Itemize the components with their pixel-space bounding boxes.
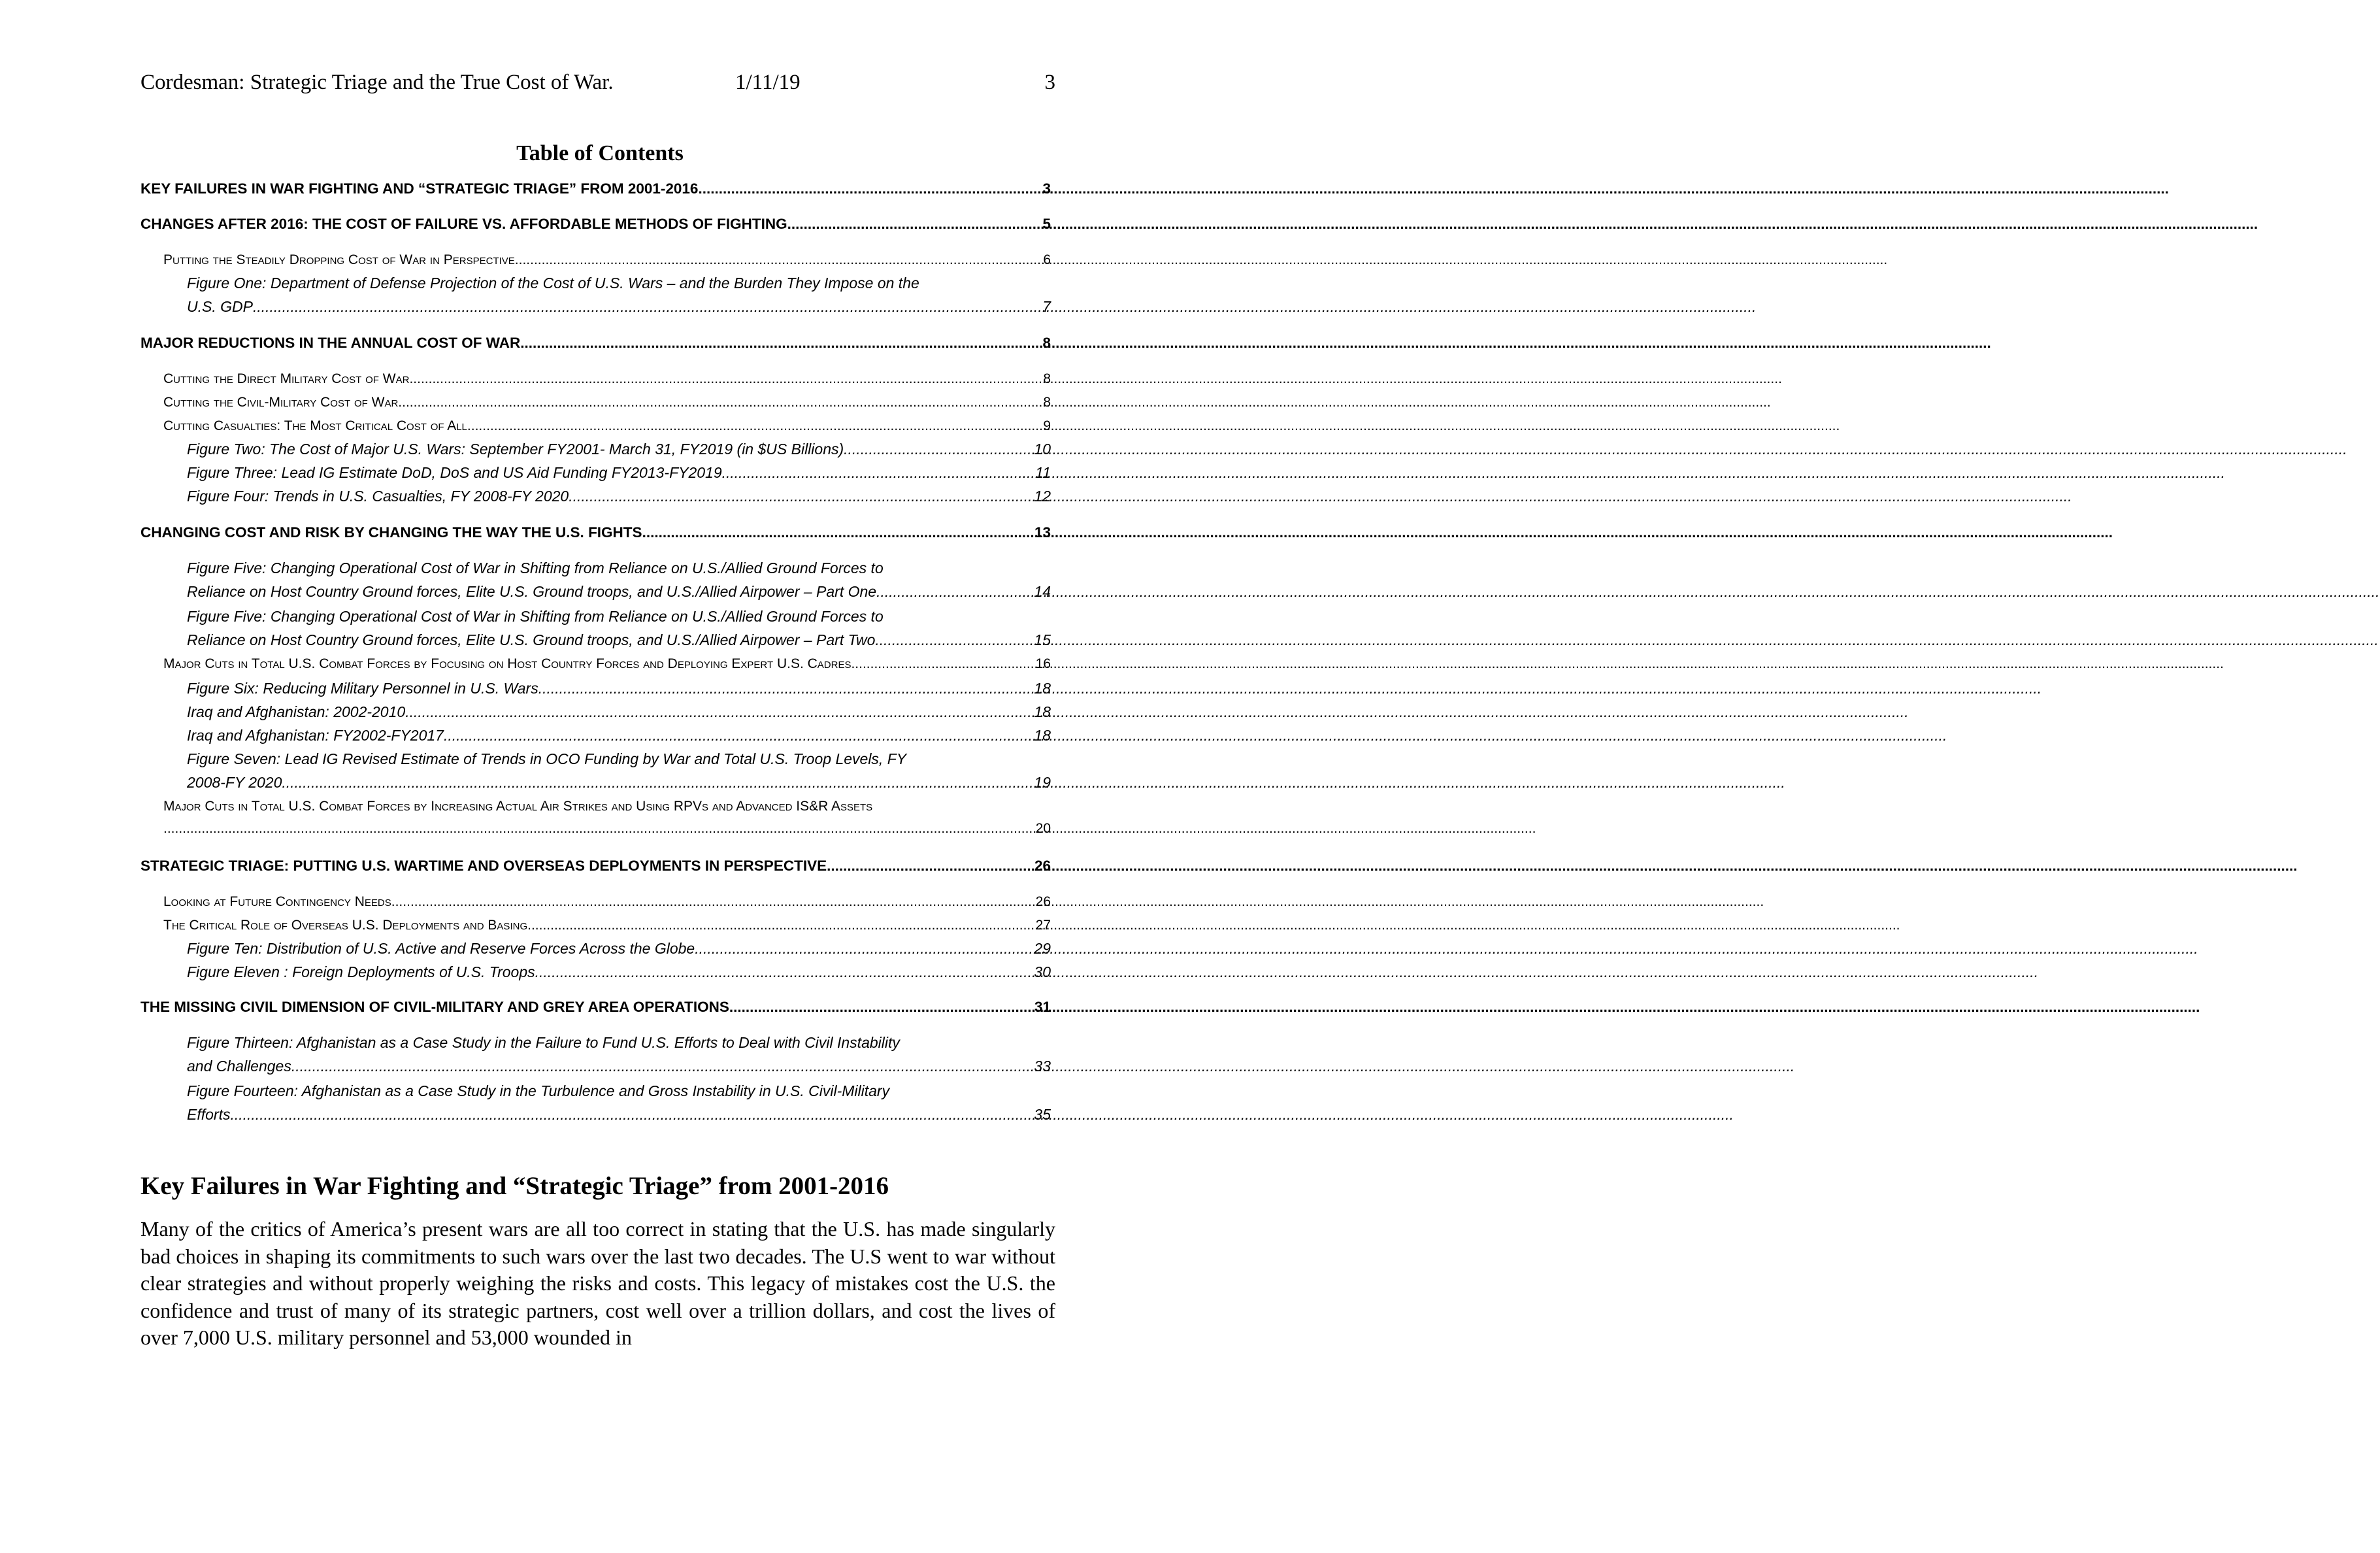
toc-entry-page: 27	[1035, 918, 1051, 933]
toc-entry-page: 26	[1035, 894, 1051, 909]
toc-leader	[291, 1058, 1034, 1075]
toc-leader	[282, 774, 1034, 792]
toc-entry-text: The Critical Role of Overseas U.S. Deployments and Basing	[163, 918, 528, 933]
toc-leader	[787, 216, 1043, 233]
toc-entry-text: Reliance on Host Country Ground forces, Elite U.S. Ground troops, and U.S./Allied Airpower – Part Two	[187, 631, 876, 648]
toc-entry-text-line1[interactable]: Figure One: Department of Defense Projection of the Cost of U.S. Wars – and the Burden They Impose on the	[187, 275, 919, 292]
toc-entry-text-line1[interactable]: Figure Seven: Lead IG Revised Estimate of Trends in OCO Funding by War and Total U.S. Troop Levels, FY	[187, 750, 907, 767]
toc-entry[interactable]	[187, 631, 1051, 649]
toc-entry-page: 15	[1034, 631, 1051, 648]
toc-entry-text-line1[interactable]: Figure Fourteen: Afghanistan as a Case Study in the Turbulence and Gross Instability in U.S. Civil-Military	[187, 1082, 890, 1099]
toc-entry[interactable]	[187, 1058, 1051, 1075]
toc-entry[interactable]	[163, 371, 1051, 387]
toc-entry[interactable]	[163, 656, 1051, 672]
toc-entry-text: and Challenges	[187, 1058, 291, 1075]
toc-entry-page: 26	[1034, 858, 1051, 874]
toc-leader	[569, 488, 1034, 505]
toc-entry-page: 18	[1034, 703, 1051, 720]
toc-entry-text: Figure Four: Trends in U.S. Casualties, FY 2008-FY 2020	[187, 488, 569, 505]
toc-entry-text: Iraq and Afghanistan: FY2002-FY2017	[187, 727, 444, 744]
toc-leader	[875, 631, 1034, 649]
page-number: 3	[1044, 71, 1055, 94]
toc-leader	[230, 1106, 1034, 1124]
toc-leader	[163, 821, 1036, 837]
toc-leader	[391, 894, 1036, 910]
toc-leader	[538, 680, 1034, 697]
toc-entry-text-line1[interactable]: Figure Five: Changing Operational Cost of War in Shifting from Reliance on U.S./Allied Ground Forces to	[187, 608, 884, 625]
toc-entry-text: Major Cuts in Total U.S. Combat Forces by Focusing on Host Country Forces and Deploying Expert U.S. Cadres	[163, 656, 851, 671]
body-paragraph: Many of the critics of America’s present wars are all too correct in stating that the U.S. has made singularly bad choices in shaping its commitments to such wars over the last two decades. The U.S went to war without clear strategies and without properly weighing the risks and costs. This legacy of mistakes cost the U.S. the confidence and trust of many of its strategic partners, cost well over a trillion dollars, and cost the lives of over 7,000 U.S. military personnel and 53,000 wounded in	[140, 1217, 1055, 1349]
toc-entry-page: 12	[1034, 488, 1051, 505]
toc-entry-page: 10	[1034, 441, 1051, 458]
toc-leader	[695, 940, 1034, 958]
toc-leader	[520, 335, 1042, 352]
toc-entry[interactable]	[140, 858, 1051, 875]
toc-entry[interactable]	[163, 418, 1051, 434]
toc-entry[interactable]	[187, 488, 1051, 505]
header-title: Cordesman: Strategic Triage and the True Cost of War.	[140, 71, 614, 94]
page-header	[140, 71, 1055, 97]
toc-entry-text: Reliance on Host Country Ground forces, Elite U.S. Ground troops, and U.S./Allied Airpower – Part One	[187, 583, 877, 600]
toc-entry-page: 16	[1035, 656, 1051, 671]
toc-leader	[698, 180, 1042, 197]
toc-entry-page: 29	[1034, 940, 1051, 957]
toc-entry[interactable]	[187, 464, 1051, 482]
toc-entry-text: Efforts	[187, 1106, 231, 1123]
toc-entry[interactable]	[163, 894, 1051, 910]
toc-leader	[515, 252, 1044, 268]
toc-entry-text: Figure Eleven : Foreign Deployments of U.S. Troops	[187, 963, 535, 980]
toc-entry-text: Iraq and Afghanistan: 2002-2010	[187, 703, 406, 720]
toc-entry[interactable]	[163, 821, 1051, 837]
toc-entry-text-line1[interactable]: Major Cuts in Total U.S. Combat Forces by Increasing Actual Air Strikes and Using RPVs and Advanced IS&R Assets	[163, 799, 873, 814]
toc-entry-text-line1[interactable]: Figure Five: Changing Operational Cost of War in Shifting from Reliance on U.S./Allied Ground Forces to	[187, 559, 884, 576]
toc-entry-page: 13	[1034, 524, 1051, 541]
toc-entry-text: Looking at Future Contingency Needs	[163, 894, 391, 909]
toc-entry-text: Figure Six: Reducing Military Personnel in U.S. Wars	[187, 680, 538, 697]
toc-entry-page: 14	[1034, 583, 1051, 600]
toc-entry[interactable]	[187, 680, 1051, 697]
toc-entry-text: Putting the Steadily Dropping Cost of War in Perspective	[163, 252, 515, 267]
toc-entry-text-line1[interactable]: Figure Thirteen: Afghanistan as a Case Study in the Failure to Fund U.S. Efforts to Deal with Civil Instability	[187, 1034, 900, 1051]
toc-entry-text: KEY FAILURES IN WAR FIGHTING AND “STRATEGIC TRIAGE” FROM 2001-2016	[140, 180, 699, 197]
toc-entry[interactable]	[187, 703, 1051, 721]
toc-entry-text: Cutting Casualties: The Most Critical Cost of All	[163, 418, 467, 433]
toc-entry-page: 3	[1042, 180, 1051, 197]
toc-entry[interactable]	[187, 1106, 1051, 1124]
toc-entry-text: CHANGING COST AND RISK BY CHANGING THE WAY THE U.S. FIGHTS	[140, 524, 642, 541]
toc-entry-text: Figure Ten: Distribution of U.S. Active and Reserve Forces Across the Globe	[187, 940, 695, 957]
toc-entry-text: THE MISSING CIVIL DIMENSION OF CIVIL-MILITARY AND GREY AREA OPERATIONS	[140, 999, 729, 1015]
toc-entry-text: U.S. GDP	[187, 298, 253, 315]
toc-entry[interactable]	[163, 395, 1051, 410]
toc-leader	[876, 583, 1034, 601]
toc-entry-page: 9	[1043, 418, 1051, 433]
toc-entry[interactable]	[187, 727, 1051, 744]
header-date: 1/11/19	[735, 71, 801, 94]
toc-entry-page: 31	[1034, 999, 1051, 1015]
toc-entry-page: 33	[1034, 1058, 1051, 1075]
toc-entry[interactable]	[163, 252, 1051, 268]
toc-entry-page: 6	[1043, 252, 1051, 267]
toc-leader	[535, 963, 1034, 981]
toc-entry-text: 2008-FY 2020	[187, 774, 282, 791]
toc-leader	[467, 418, 1043, 434]
toc-entry-page: 8	[1042, 335, 1051, 351]
toc-leader	[409, 371, 1043, 387]
toc-entry[interactable]	[187, 963, 1051, 981]
toc-leader	[844, 441, 1034, 458]
toc-entry-page: 30	[1034, 963, 1051, 980]
toc-entry-page: 20	[1035, 821, 1051, 836]
toc-entry-page: 18	[1034, 727, 1051, 744]
toc-leader	[642, 524, 1034, 541]
toc-leader	[827, 858, 1034, 875]
toc-entry[interactable]	[187, 940, 1051, 958]
toc-leader	[444, 727, 1034, 744]
toc-title: Table of Contents	[516, 141, 684, 165]
toc-entry-text: STRATEGIC TRIAGE: PUTTING U.S. WARTIME AND OVERSEAS DEPLOYMENTS IN PERSPECTIVE	[140, 858, 827, 874]
toc-entry[interactable]	[140, 216, 1051, 233]
toc-entry-page: 19	[1034, 774, 1051, 791]
toc-entry-page: 8	[1043, 371, 1051, 386]
toc-entry-page: 11	[1035, 464, 1051, 481]
toc-entry-text: Figure Two: The Cost of Major U.S. Wars: September FY2001- March 31, FY2019 (in $US Billions)	[187, 441, 844, 458]
toc-entry-text: Cutting the Civil-Military Cost of War	[163, 395, 399, 410]
toc-entry[interactable]	[140, 335, 1051, 352]
toc-entry[interactable]	[163, 918, 1051, 933]
toc-leader	[729, 999, 1034, 1016]
section-heading: Key Failures in War Fighting and “Strategic Triage” from 2001-2016	[140, 1172, 889, 1200]
toc-entry-page: 7	[1042, 298, 1051, 315]
toc-entry-page: 35	[1034, 1106, 1051, 1123]
toc-entry[interactable]	[140, 999, 1051, 1016]
toc-leader	[398, 395, 1043, 410]
toc-entry-page: 8	[1043, 395, 1051, 410]
toc-entry-text: MAJOR REDUCTIONS IN THE ANNUAL COST OF WAR	[140, 335, 521, 351]
toc-leader	[253, 298, 1042, 316]
toc-entry[interactable]	[187, 298, 1051, 316]
toc-entry-page: 18	[1034, 680, 1051, 697]
toc-entry-text: Figure Three: Lead IG Estimate DoD, DoS and US Aid Funding FY2013-FY2019	[187, 464, 722, 481]
toc-entry-text: Cutting the Direct Military Cost of War	[163, 371, 410, 386]
toc-entry[interactable]	[140, 180, 1051, 197]
toc-leader	[527, 918, 1036, 933]
toc-leader	[851, 656, 1035, 672]
toc-entry[interactable]	[187, 774, 1051, 792]
toc-entry[interactable]	[187, 441, 1051, 458]
toc-leader	[722, 464, 1035, 482]
toc-leader	[405, 703, 1034, 721]
toc-entry-page: 5	[1042, 216, 1051, 232]
toc-entry[interactable]	[187, 583, 1051, 601]
toc-entry-text: CHANGES AFTER 2016: THE COST OF FAILURE VS. AFFORDABLE METHODS OF FIGHTING	[140, 216, 787, 232]
toc-entry[interactable]	[140, 524, 1051, 541]
